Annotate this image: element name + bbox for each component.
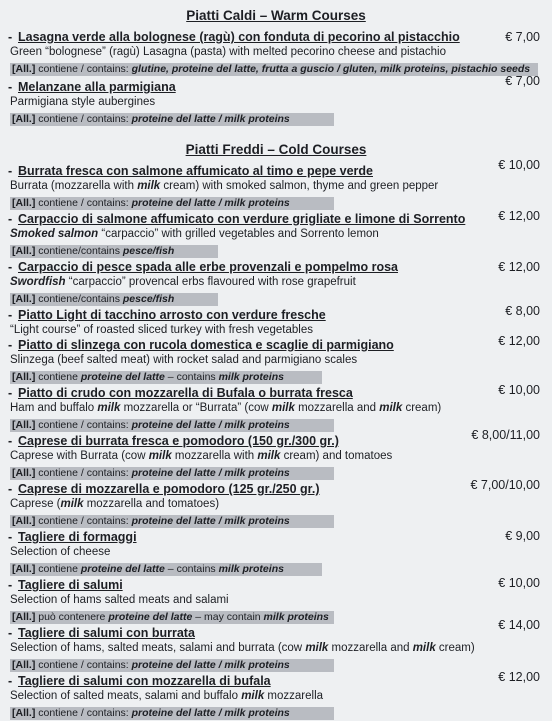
menu-item: - Carpaccio di salmone affumicato con verdure grigliate e limone di Sorrento € 12,00 Smoked salmon “carpaccio” with grilled vegetables and Sorrento lemon [All.] contiene/contains pesce/fish: [8, 212, 544, 259]
dish-description: Caprese with Burrata (cow milk mozzarella with milk cream) and tomatoes: [10, 450, 393, 462]
dish-price: € 12,00: [498, 334, 540, 348]
dish-description: “Light course” of roasted sliced turkey with fresh vegetables: [10, 324, 313, 336]
menu-item: - Melanzane alla parmigiana € 7,00 Parmigiana style aubergines [All.] contiene / contains: proteine del latte / milk proteins: [8, 80, 544, 127]
dish-description: Green “bolognese” (ragù) Lasagna (pasta) with melted pecorino cheese and pistachio: [10, 46, 446, 58]
allergen-note: [All.] contiene / contains: proteine del latte / milk proteins: [10, 659, 334, 672]
menu-item: - Tagliere di formaggi € 9,00 Selection of cheese [All.] contiene proteine del latte – contains milk proteins: [8, 530, 544, 577]
allergen-note: [All.] contiene / contains: proteine del latte / milk proteins: [10, 419, 334, 432]
menu-item: - Lasagna verde alla bolognese (ragù) con fonduta di pecorino al pistacchio € 7,00 Green “bolognese” (ragù) Lasagna (pasta) with melted pecorino cheese and pistachio [All.] contiene / contains: glutine, proteine del latte, frutta a guscio / gluten, milk proteins, pistachio seeds: [8, 30, 544, 77]
dish-description: Caprese (milk mozzarella and tomatoes): [10, 498, 220, 510]
allergen-note: [All.] contiene/contains pesce/fish: [10, 245, 218, 258]
menu-item: - Caprese di mozzarella e pomodoro (125 gr./250 gr.) € 7,00/10,00 Caprese (milk mozzarella and tomatoes) [All.] contiene / contains: proteine del latte / milk proteins: [8, 482, 544, 529]
dish-name: Caprese di mozzarella e pomodoro (125 gr./250 gr.): [18, 482, 320, 496]
allergen-note: [All.] contiene / contains: proteine del latte / milk proteins: [10, 467, 334, 480]
dish-name: Tagliere di salumi con mozzarella di bufala: [18, 674, 271, 688]
menu-item: - Piatto Light di tacchino arrosto con verdure fresche € 8,00 “Light course” of roasted sliced turkey with fresh vegetables: [8, 308, 544, 337]
menu-item: - Tagliere di salumi con burrata € 14,00 Selection of hams, salted meats, salami and burrata (cow milk mozzarella and milk cream) [All.] contiene / contains: proteine del latte / milk proteins: [8, 626, 544, 673]
dish-name: Tagliere di formaggi: [18, 530, 137, 544]
dish-description: Selection of hams salted meats and salami: [10, 594, 229, 606]
allergen-note: [All.] contiene proteine del latte – contains milk proteins: [10, 563, 322, 576]
section-title-warm: Piatti Caldi – Warm Courses: [186, 8, 366, 23]
allergen-note: [All.] contiene / contains: proteine del latte / milk proteins: [10, 197, 334, 210]
dish-description: Burrata (mozzarella with milk cream) with smoked salmon, thyme and green pepper: [10, 180, 439, 192]
allergen-note: [All.] contiene / contains: proteine del latte / milk proteins: [10, 113, 334, 126]
allergen-note: [All.] contiene/contains pesce/fish: [10, 293, 218, 306]
allergen-note: [All.] contiene / contains: glutine, proteine del latte, frutta a guscio / gluten, milk proteins, pistachio seeds: [10, 63, 538, 76]
dish-price: € 10,00: [498, 576, 540, 590]
dish-price: € 9,00: [505, 529, 540, 543]
dish-price: € 10,00: [498, 158, 540, 172]
section-title-cold: Piatti Freddi – Cold Courses: [185, 142, 367, 157]
dish-name: Piatto Light di tacchino arrosto con verdure fresche: [18, 308, 326, 322]
allergen-note: [All.] contiene proteine del latte – contains milk proteins: [10, 371, 322, 384]
dish-price: € 12,00: [498, 209, 540, 223]
menu-item: - Tagliere di salumi € 10,00 Selection of hams salted meats and salami [All.] può contenere proteine del latte – may contain milk proteins: [8, 578, 544, 625]
dish-name: Piatto di slinzega con rucola domestica e scaglie di parmigiano: [18, 338, 394, 352]
dish-name: Tagliere di salumi con burrata: [18, 626, 195, 640]
dish-description: Selection of salted meats, salami and buffalo milk mozzarella: [10, 690, 324, 702]
dish-name: Burrata fresca con salmone affumicato al timo e pepe verde: [18, 164, 373, 178]
dish-price: € 12,00: [498, 670, 540, 684]
dish-price: € 8,00: [505, 304, 540, 318]
dish-description: Swordfish “carpaccio” provencal erbs flavoured with rose grapefruit: [10, 276, 356, 288]
dish-price: € 8,00/11,00: [471, 428, 540, 442]
menu-item: - Burrata fresca con salmone affumicato al timo e pepe verde € 10,00 Burrata (mozzarella with milk cream) with smoked salmon, thyme and green pepper [All.] contiene / contains: proteine del latte / milk proteins: [8, 164, 544, 211]
dish-description: Ham and buffalo milk mozzarella or “Burrata” (cow milk mozzarella and milk cream): [10, 402, 442, 414]
menu-item: - Tagliere di salumi con mozzarella di bufala € 12,00 Selection of salted meats, salami and buffalo milk mozzarella [All.] contiene / contains: proteine del latte / milk proteins: [8, 674, 544, 721]
allergen-note: [All.] contiene / contains: proteine del latte / milk proteins: [10, 707, 334, 720]
dish-name: Melanzane alla parmigiana: [18, 80, 176, 94]
dish-description: Selection of hams, salted meats, salami and burrata (cow milk mozzarella and milk cream): [10, 642, 475, 654]
dish-name: Carpaccio di pesce spada alle erbe provenzali e pompelmo rosa: [18, 260, 399, 274]
dish-name: Tagliere di salumi: [18, 578, 123, 592]
menu-item: - Piatto di crudo con mozzarella di Bufala o burrata fresca € 10,00 Ham and buffalo milk mozzarella or “Burrata” (cow milk mozzarella and milk cream) [All.] contiene / contains: proteine del latte / milk proteins: [8, 386, 544, 433]
allergen-note: [All.] contiene / contains: proteine del latte / milk proteins: [10, 515, 334, 528]
allergen-note: [All.] può contenere proteine del latte – may contain milk proteins: [10, 611, 334, 624]
dish-name: Caprese di burrata fresca e pomodoro (150 gr./300 gr.): [18, 434, 339, 448]
dish-description: Slinzega (beef salted meat) with rocket salad and parmigiano scales: [10, 354, 358, 366]
dish-description: Smoked salmon “carpaccio” with grilled vegetables and Sorrento lemon: [10, 228, 379, 240]
dish-description: Parmigiana style aubergines: [10, 96, 156, 108]
menu-item: - Carpaccio di pesce spada alle erbe provenzali e pompelmo rosa € 12,00 Swordfish “carpaccio” provencal erbs flavoured with rose grapefruit [All.] contiene/contains pesce/fish: [8, 260, 544, 307]
dish-price: € 10,00: [498, 383, 540, 397]
dish-price: € 7,00/10,00: [470, 478, 540, 492]
dish-price: € 12,00: [498, 260, 540, 274]
dish-name: Lasagna verde alla bolognese (ragù) con fonduta di pecorino al pistacchio: [18, 30, 460, 44]
menu-item: - Piatto di slinzega con rucola domestica e scaglie di parmigiano € 12,00 Slinzega (beef salted meat) with rocket salad and parmigiano scales [All.] contiene proteine del latte – contains milk proteins: [8, 338, 544, 385]
menu-item: - Caprese di burrata fresca e pomodoro (150 gr./300 gr.) € 8,00/11,00 Caprese with Burrata (cow milk mozzarella with milk cream) and tomatoes [All.] contiene / contains: proteine del latte / milk proteins: [8, 434, 544, 481]
dish-price: € 14,00: [498, 618, 540, 632]
dish-name: Carpaccio di salmone affumicato con verdure grigliate e limone di Sorrento: [18, 212, 466, 226]
dish-price: € 7,00: [505, 74, 540, 88]
dish-price: € 7,00: [505, 30, 540, 44]
dish-description: Selection of cheese: [10, 546, 111, 558]
dish-name: Piatto di crudo con mozzarella di Bufala o burrata fresca: [18, 386, 353, 400]
